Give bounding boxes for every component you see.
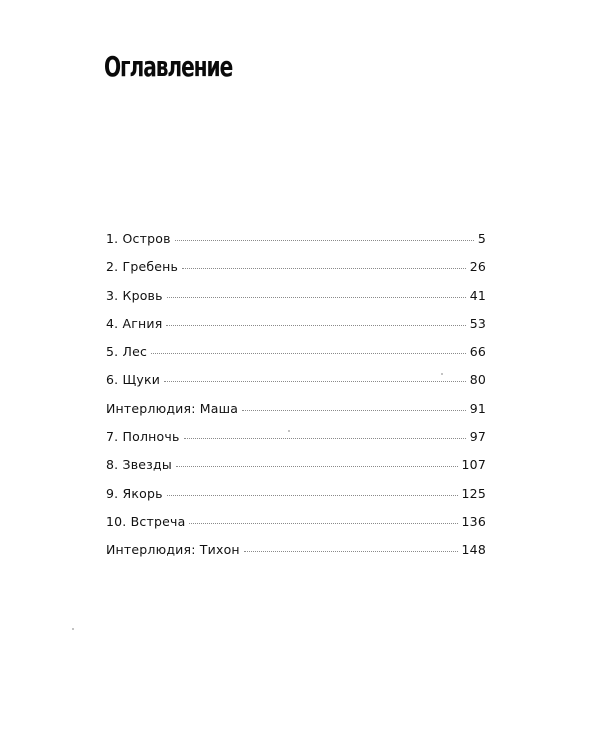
dot-leader — [182, 268, 466, 269]
toc-entry-page-number: 53 — [469, 315, 486, 331]
toc-entry-page-number: 125 — [461, 485, 486, 501]
toc-entry-title: Интерлюдия: Маша — [106, 400, 239, 416]
dot-leader — [176, 466, 458, 467]
dot-leader — [184, 438, 466, 439]
toc-entry-page-number: 97 — [469, 429, 486, 445]
dot-leader — [175, 240, 474, 241]
dot-leader — [166, 325, 465, 326]
toc-entry — [106, 401, 486, 429]
toc-entry-title: 10. Встреча — [106, 513, 186, 529]
toc-entry-title: Интерлюдия: Тихон — [106, 542, 240, 558]
toc-entry-title: 1. Остров — [106, 231, 171, 246]
toc-entry-title: 4. Агния — [106, 315, 163, 331]
toc-entry — [106, 316, 486, 344]
scan-speck — [288, 430, 290, 432]
toc-entry — [106, 542, 486, 570]
dot-leader — [189, 523, 457, 524]
toc-entry-page-number: 80 — [469, 372, 486, 388]
toc-entry-page-number: 107 — [461, 457, 486, 473]
toc-entry — [106, 514, 486, 542]
dot-leader — [164, 381, 466, 382]
toc-entry-title: 8. Звезды — [106, 457, 172, 473]
toc-entry — [106, 486, 486, 514]
toc-entry — [106, 429, 486, 457]
table-of-contents — [106, 231, 486, 571]
toc-entry — [106, 231, 486, 259]
dot-leader — [167, 297, 466, 298]
dot-leader — [242, 410, 466, 411]
toc-entry-title: 2. Гребень — [106, 259, 179, 275]
toc-entry-title: 9. Якорь — [106, 485, 163, 501]
toc-entry-title: 5. Лес — [106, 344, 148, 360]
toc-entry-page-number: 148 — [461, 542, 486, 558]
toc-entry-title: 7. Полночь — [106, 429, 180, 445]
dot-leader — [167, 495, 458, 496]
toc-entry-page-number: 91 — [469, 400, 486, 416]
toc-entry-page-number: 66 — [469, 344, 486, 360]
toc-entry — [106, 259, 486, 287]
page-title: Оглавление — [104, 50, 233, 83]
toc-entry-page-number: 26 — [469, 259, 486, 275]
toc-entry-title: 6. Щуки — [106, 372, 161, 388]
toc-entry-page-number: 41 — [469, 287, 486, 303]
toc-entry-page-number: 5 — [477, 231, 486, 246]
toc-entry — [106, 288, 486, 316]
toc-entry-page-number: 136 — [461, 513, 486, 529]
dot-leader — [151, 353, 466, 354]
toc-entry-title: 3. Кровь — [106, 287, 163, 303]
scan-speck — [441, 373, 443, 375]
toc-entry — [106, 344, 486, 372]
toc-entry — [106, 372, 486, 400]
scan-speck — [72, 628, 74, 630]
toc-entry — [106, 457, 486, 485]
dot-leader — [244, 551, 458, 552]
